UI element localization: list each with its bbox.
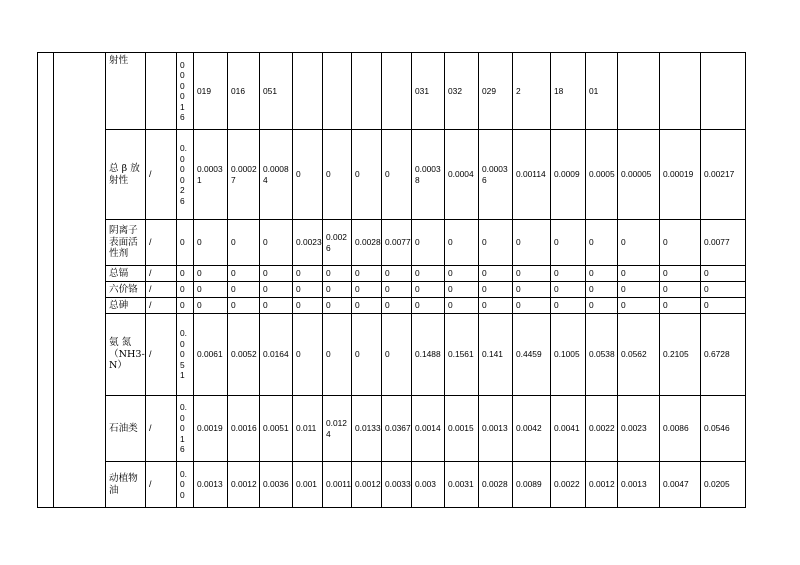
value-cell: 0.0036: [260, 462, 293, 508]
value-cell: 0.00005: [618, 130, 660, 220]
value-cell: 019: [194, 53, 228, 130]
limit-value-text: 0: [180, 284, 185, 295]
indicator-name: 总砷: [106, 298, 146, 314]
value-cell: 01: [586, 53, 618, 130]
value-cell: 0.0022: [586, 396, 618, 462]
monitoring-data-table: [37, 52, 746, 508]
value-cell: 0.0023: [293, 220, 323, 266]
row-total-beta: [38, 130, 746, 220]
value-cell: 0: [323, 298, 352, 314]
limit-value-text: 0: [180, 237, 185, 248]
value-cell: 0: [382, 282, 412, 298]
value-cell: 0: [586, 220, 618, 266]
value-cell: 0: [513, 266, 551, 282]
value-cell: 0.0164: [260, 314, 293, 396]
indicator-name: 六价铬: [106, 282, 146, 298]
limit-value: [177, 266, 194, 282]
value-cell: 0.0052: [228, 314, 260, 396]
limit-value-text: 0.00026: [180, 143, 187, 206]
value-cell: 0: [618, 266, 660, 282]
value-cell: 0.0016: [228, 396, 260, 462]
value-cell: 0: [382, 314, 412, 396]
value-cell: 0: [228, 282, 260, 298]
value-cell: 0.0538: [586, 314, 618, 396]
value-cell: 0: [618, 282, 660, 298]
value-cell: 0: [618, 220, 660, 266]
value-cell: 0.0012: [352, 462, 382, 508]
value-cell: 0.0011: [323, 462, 352, 508]
limit-value: [177, 53, 194, 130]
value-cell: 0: [412, 266, 445, 282]
value-cell: 0: [194, 220, 228, 266]
value-cell: 0: [660, 282, 701, 298]
value-cell: 0: [352, 298, 382, 314]
value-cell: 0: [445, 298, 479, 314]
value-cell: 0.0014: [412, 396, 445, 462]
value-cell: 029: [479, 53, 513, 130]
value-cell: 0: [260, 220, 293, 266]
value-cell: 0: [551, 266, 586, 282]
value-cell: 0.0004: [445, 130, 479, 220]
value-cell: 0.0013: [194, 462, 228, 508]
limit-value: [177, 314, 194, 396]
value-cell: 0.0562: [618, 314, 660, 396]
value-cell: 0: [513, 282, 551, 298]
value-cell: 0.6728: [701, 314, 746, 396]
value-cell: [618, 53, 660, 130]
value-cell: 0: [445, 282, 479, 298]
value-cell: 0.00038: [412, 130, 445, 220]
value-cell: [293, 53, 323, 130]
value-cell: 0: [586, 266, 618, 282]
value-cell: 0: [352, 130, 382, 220]
indicator-name: 射性: [106, 53, 146, 130]
value-cell: 0: [412, 298, 445, 314]
value-cell: 0: [323, 282, 352, 298]
value-cell: 0.0051: [260, 396, 293, 462]
value-cell: 0.2105: [660, 314, 701, 396]
limit-value-text: 000016: [180, 59, 185, 122]
row-total-cadmium: [38, 266, 746, 282]
value-cell: 0.0042: [513, 396, 551, 462]
value-cell: 0: [194, 266, 228, 282]
value-cell: 0: [445, 220, 479, 266]
value-cell: 0.1488: [412, 314, 445, 396]
value-cell: 0.0026: [323, 220, 352, 266]
value-cell: 0.0077: [382, 220, 412, 266]
value-cell: 0.0133: [352, 396, 382, 462]
value-cell: 0: [701, 298, 746, 314]
value-cell: 0: [293, 266, 323, 282]
value-cell: 0: [352, 282, 382, 298]
value-cell: [382, 53, 412, 130]
value-cell: 0: [445, 266, 479, 282]
value-cell: 0: [352, 266, 382, 282]
row-anionic-surfactant: [38, 220, 746, 266]
limit-value-text: 0.0016: [180, 402, 187, 455]
value-cell: 0.1005: [551, 314, 586, 396]
value-cell: 0: [618, 298, 660, 314]
value-cell: 0.00036: [479, 130, 513, 220]
value-cell: 0.0013: [618, 462, 660, 508]
indicator-name: 动植物油: [106, 462, 146, 508]
limit-value-text: 0: [180, 300, 185, 311]
value-cell: 0: [513, 298, 551, 314]
value-cell: 0: [701, 282, 746, 298]
value-cell: 0: [293, 130, 323, 220]
value-cell: 0.011: [293, 396, 323, 462]
limit-value-text: 0.00: [180, 468, 187, 500]
value-cell: 0.0033: [382, 462, 412, 508]
value-cell: [660, 53, 701, 130]
value-cell: 0: [228, 298, 260, 314]
value-cell: 0: [228, 266, 260, 282]
unit-cell: /: [146, 314, 177, 396]
value-cell: 0.003: [412, 462, 445, 508]
value-cell: 0.0015: [445, 396, 479, 462]
value-cell: [352, 53, 382, 130]
unit-cell: /: [146, 396, 177, 462]
category-cell: [54, 53, 106, 508]
value-cell: 0.0013: [479, 396, 513, 462]
indicator-name: 石油类: [106, 396, 146, 462]
value-cell: [701, 53, 746, 130]
value-cell: 0.0089: [513, 462, 551, 508]
value-cell: 0.0205: [701, 462, 746, 508]
indicator-name: 总镉: [106, 266, 146, 282]
unit-cell: /: [146, 462, 177, 508]
value-cell: 032: [445, 53, 479, 130]
value-cell: 0: [551, 298, 586, 314]
value-cell: 0: [479, 298, 513, 314]
value-cell: 0.0061: [194, 314, 228, 396]
value-cell: 0: [260, 282, 293, 298]
value-cell: 0: [513, 220, 551, 266]
row-radioactivity-alpha-cont: [38, 53, 746, 130]
value-cell: 0: [260, 266, 293, 282]
value-cell: 051: [260, 53, 293, 130]
row-hexavalent-chromium: [38, 282, 746, 298]
value-cell: 0.0028: [479, 462, 513, 508]
value-cell: 0: [479, 282, 513, 298]
value-cell: 0.0009: [551, 130, 586, 220]
limit-value: [177, 220, 194, 266]
value-cell: 0.141: [479, 314, 513, 396]
value-cell: 0.4459: [513, 314, 551, 396]
value-cell: 0: [479, 220, 513, 266]
value-cell: 0.00019: [660, 130, 701, 220]
row-ammonia-nitrogen: [38, 314, 746, 396]
row-animal-veg-oil: [38, 462, 746, 508]
value-cell: 0: [323, 266, 352, 282]
value-cell: 0: [382, 298, 412, 314]
unit-cell: /: [146, 220, 177, 266]
value-cell: 0: [260, 298, 293, 314]
value-cell: 0: [660, 266, 701, 282]
limit-value: [177, 282, 194, 298]
value-cell: 016: [228, 53, 260, 130]
indicator-name: 总 β 放射性: [106, 130, 146, 220]
value-cell: [323, 53, 352, 130]
unit-cell: /: [146, 266, 177, 282]
value-cell: 0: [382, 266, 412, 282]
unit-cell: [146, 53, 177, 130]
value-cell: 0: [586, 282, 618, 298]
value-cell: 0: [551, 282, 586, 298]
value-cell: 0: [701, 266, 746, 282]
limit-value: [177, 130, 194, 220]
value-cell: 0: [412, 282, 445, 298]
outer-margin-cell: [38, 53, 54, 508]
value-cell: 0.0012: [228, 462, 260, 508]
unit-cell: /: [146, 298, 177, 314]
value-cell: 0.00027: [228, 130, 260, 220]
value-cell: 0: [194, 282, 228, 298]
value-cell: 0.0022: [551, 462, 586, 508]
value-cell: 0.0367: [382, 396, 412, 462]
value-cell: 0.0031: [445, 462, 479, 508]
value-cell: 0.00031: [194, 130, 228, 220]
limit-value-text: 0.0051: [180, 328, 187, 381]
value-cell: 0: [293, 298, 323, 314]
value-cell: 0: [412, 220, 445, 266]
value-cell: 0: [293, 314, 323, 396]
value-cell: 0: [323, 314, 352, 396]
unit-cell: /: [146, 130, 177, 220]
limit-value: [177, 298, 194, 314]
value-cell: 0.001: [293, 462, 323, 508]
value-cell: 0.0041: [551, 396, 586, 462]
value-cell: 031: [412, 53, 445, 130]
limit-value: [177, 462, 194, 508]
value-cell: 0: [551, 220, 586, 266]
row-total-arsenic: [38, 298, 746, 314]
value-cell: 0: [479, 266, 513, 282]
value-cell: 0: [660, 298, 701, 314]
value-cell: 0.00084: [260, 130, 293, 220]
value-cell: 0.1561: [445, 314, 479, 396]
limit-value: [177, 396, 194, 462]
value-cell: 0: [352, 314, 382, 396]
value-cell: 0.00217: [701, 130, 746, 220]
value-cell: 0.0012: [586, 462, 618, 508]
value-cell: 0.0005: [586, 130, 618, 220]
indicator-name: 氨 氮（NH3-N）: [106, 314, 146, 396]
value-cell: 0: [660, 220, 701, 266]
value-cell: 0.00114: [513, 130, 551, 220]
limit-value-text: 0: [180, 268, 185, 279]
value-cell: 0: [293, 282, 323, 298]
value-cell: 0: [586, 298, 618, 314]
value-cell: 0.0546: [701, 396, 746, 462]
value-cell: 0: [194, 298, 228, 314]
value-cell: 0.0023: [618, 396, 660, 462]
value-cell: 0.0077: [701, 220, 746, 266]
value-cell: 0: [323, 130, 352, 220]
value-cell: 0.0028: [352, 220, 382, 266]
value-cell: 0.0086: [660, 396, 701, 462]
row-petroleum: [38, 396, 746, 462]
value-cell: 0.0124: [323, 396, 352, 462]
value-cell: 0.0047: [660, 462, 701, 508]
value-cell: 0.0019: [194, 396, 228, 462]
value-cell: 0: [228, 220, 260, 266]
value-cell: 0: [382, 130, 412, 220]
value-cell: 2: [513, 53, 551, 130]
unit-cell: /: [146, 282, 177, 298]
value-cell: 18: [551, 53, 586, 130]
indicator-name: 阴离子表面活性剂: [106, 220, 146, 266]
